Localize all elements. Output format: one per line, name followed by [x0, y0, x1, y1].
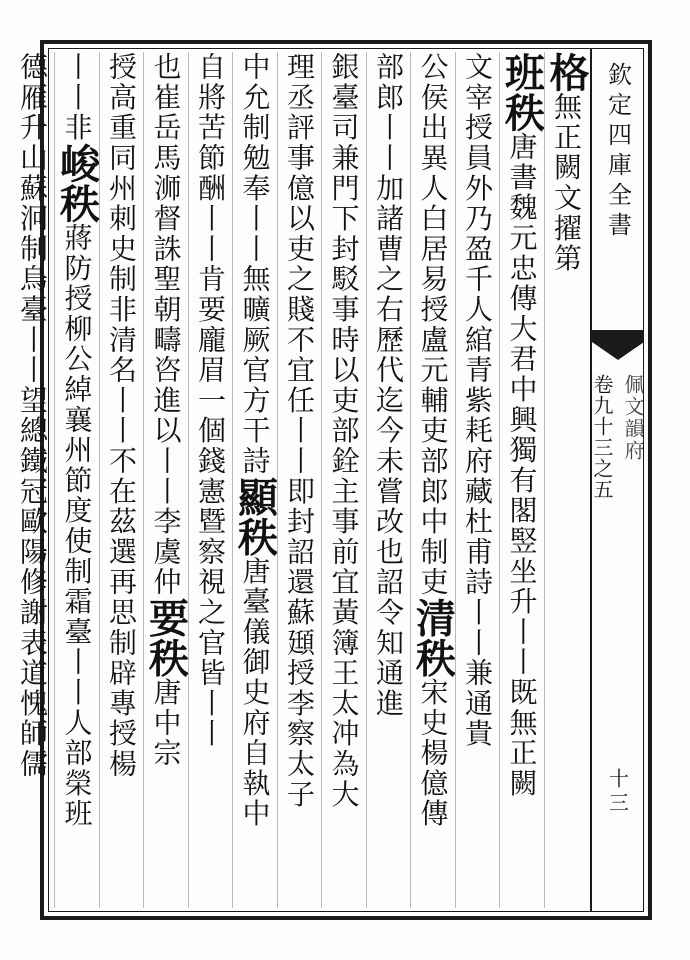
headword: 顯秩: [231, 476, 279, 557]
entry-text: 唐中宗: [149, 677, 183, 769]
text-column: [277, 52, 322, 908]
headword: 要秩: [142, 597, 190, 678]
entry-text: 擢第: [550, 213, 583, 274]
entry-text: 中允制勉奉丨丨無曠厥官方干詩: [238, 52, 272, 477]
entry-text: 丨丨非: [60, 52, 94, 143]
book-title: 欽定四庫全書: [603, 62, 632, 242]
headword: 班秩: [498, 52, 546, 132]
banxin-bottom: [592, 768, 644, 828]
headword: 峻秩: [53, 142, 101, 223]
entry-text: 授高重同州刺史制非清名丨丨不在茲選再思制辟專授楊: [105, 52, 138, 780]
text-column: [455, 52, 500, 908]
entry-text: 宋史楊億傳: [416, 677, 450, 829]
fishtail-mark-icon: [592, 330, 644, 360]
entry-text: 理丞評事億以吏之賤不宜任丨丨即封詔還蘇頲授李察太子: [283, 52, 316, 810]
headword: 格: [543, 52, 590, 92]
text-column: [366, 52, 411, 908]
text-column: [143, 52, 188, 908]
text-column: [54, 52, 99, 908]
volume-label: 卷九十三之五: [590, 374, 614, 500]
banxin-top: [592, 48, 644, 318]
entry-text: 部郎丨丨加諸曹之右歷代迄今未嘗改也詔令知通進: [372, 52, 405, 719]
banxin-middle: [592, 368, 644, 628]
text-column: [10, 52, 55, 908]
text-column: [544, 52, 589, 908]
entry-text: 公侯出異人白居易授盧元輔吏部郎中制吏: [416, 52, 450, 598]
text-column: [499, 52, 544, 908]
text-column: [232, 52, 277, 908]
entry-text: 德雁升山蘇泂制烏臺丨丨望總鐵冠歐陽修謝表道愧師儒: [16, 52, 49, 780]
section-title: 佩文韻府: [621, 374, 645, 462]
entry-text: 無正闕文: [550, 92, 583, 214]
headword: 清秩: [409, 597, 457, 678]
entry-text: 自將苦節酬丨丨肯要龐眉一個錢憲暨察視之官皆丨丨: [194, 52, 227, 749]
entry-text: 也崔岳馬浉督誅聖朝疇咨進以丨丨李虞仲: [149, 52, 183, 598]
page-number: 十三: [605, 768, 630, 816]
entry-text: 文宰授員外乃盈千人綰青紫耗府藏杜甫詩丨丨兼通貴: [461, 52, 494, 749]
text-columns: [16, 52, 590, 908]
entry-text: 銀臺司兼門下封駁事時以吏部銓主事前宜黃簿王太冲為大: [327, 52, 361, 810]
entry-text: 蔣防授柳公綽襄州節度使制霜臺丨丨人部榮班: [60, 222, 94, 829]
text-column: [188, 52, 233, 908]
text-column: [410, 52, 455, 908]
entry-text: 唐書魏元忠傳大君中興獨有閣竪坐升丨丨既無正闕: [505, 132, 539, 799]
center-fold-strip: [590, 48, 644, 912]
text-column: [99, 52, 144, 908]
entry-text: 唐臺儀御史府自執中: [238, 556, 272, 829]
text-column: [321, 52, 366, 908]
